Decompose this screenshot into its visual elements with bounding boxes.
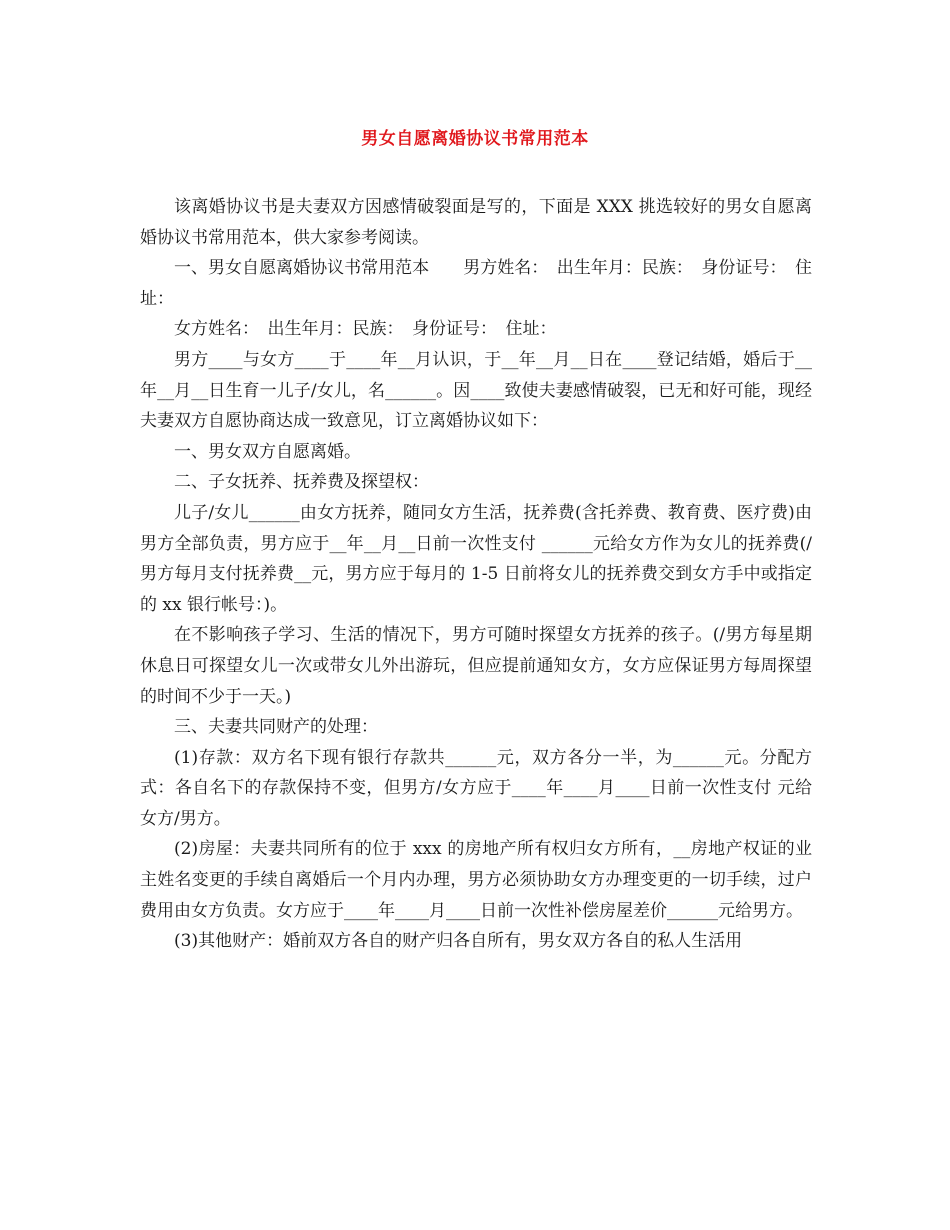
paragraph: 女方姓名： 出生年月：民族： 身份证号： 住址： <box>174 319 557 340</box>
paragraph: 一、男女双方自愿离婚。 <box>174 441 361 462</box>
paragraph: (3)其他财产：婚前双方各自的财产归各自所有，男女双方各自的私人生活用 <box>174 931 743 952</box>
document-title: 男女自愿离婚协议书常用范本 <box>361 129 589 149</box>
paragraph: (1)存款：双方名下现有银行存款共______元，双方各分一半，为______元。分配方式：各自名下的存款保持不变，但男方/女方应于____年____月____日前一次性支付 元给女方/男方。 <box>140 747 812 829</box>
paragraph: 三、夫妻共同财产的处理： <box>174 717 378 738</box>
paragraph: 二、子女抚养、抚养费及探望权： <box>174 472 429 493</box>
paragraph: (2)房屋：夫妻共同所有的位于 xxx 的房地产所有权归女方所有，__房地产权证的业主姓名变更的手续自离婚后一个月内办理，男方必须协助女方办理变更的一切手续，过户费用由女方负责。女方应于____年____月____日前一次性补偿房屋差价______元给男方。 <box>140 839 812 921</box>
paragraph: 男方____与女方____于____年__月认识，于__年__月__日在____登记结婚，婚后于__年__月__日生育一儿子/女儿，名______。因____致使夫妻感情破裂，已无和好可能，现经夫妻双方自愿协商达成一致意见，订立离婚协议如下： <box>140 349 812 432</box>
paragraph: 该离婚协议书是夫妻双方因感情破裂面是写的，下面是 XXX 挑选较好的男女自愿离婚协议书常用范本，供大家参考阅读。 <box>140 197 812 248</box>
paragraph: 在不影响孩子学习、生活的情况下，男方可随时探望女方抚养的孩子。(/男方每星期休息日可探望女儿一次或带女儿外出游玩，但应提前通知女方，女方应保证男方每周探望的时间不少于一天。) <box>140 625 812 707</box>
document-body <box>140 192 812 957</box>
paragraph: 儿子/女儿______由女方抚养，随同女方生活，抚养费(含托养费、教育费、医疗费)由男方全部负责，男方应于__年__月__日前一次性支付 ______元给女方作为女儿的抚养费(/男方每月支付抚养费__元，男方应于每月的 1-5 日前将女儿的抚养费交到女方手中或指定的 xx 银行帐号：)。 <box>140 502 812 615</box>
paragraph: 一、男女自愿离婚协议书常用范本 男方姓名： 出生年月：民族： 身份证号： 住址： <box>140 258 812 309</box>
